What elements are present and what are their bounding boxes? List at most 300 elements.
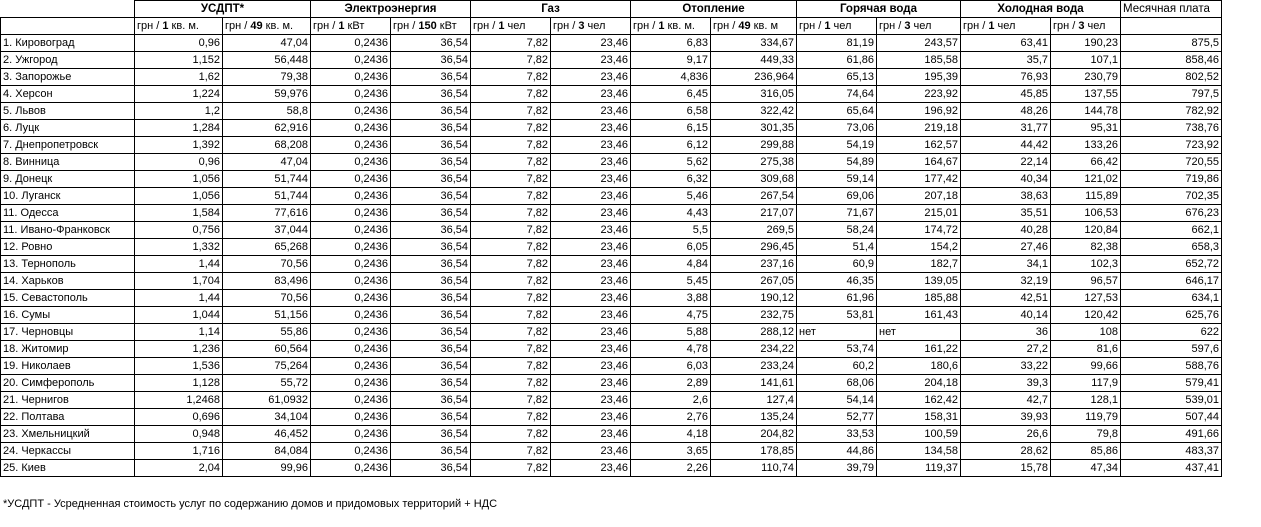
cell-monthly-payment: 483,37: [1121, 443, 1222, 460]
cell-monthly-payment: 646,17: [1121, 273, 1222, 290]
cell-cold-3: 66,42: [1051, 154, 1121, 171]
cell-hot-3: 177,42: [877, 171, 961, 188]
cell-usdpt-49: 75,264: [223, 358, 311, 375]
cell-gas-1: 7,82: [471, 375, 551, 392]
cell-gas-1: 7,82: [471, 52, 551, 69]
cell-cold-1: 42,7: [961, 392, 1051, 409]
cell-monthly-payment: 622: [1121, 324, 1222, 341]
cell-hot-1: 39,79: [797, 460, 877, 477]
cell-cold-1: 40,14: [961, 307, 1051, 324]
cell-gas-1: 7,82: [471, 154, 551, 171]
cell-heat-1: 5,62: [631, 154, 711, 171]
cell-usdpt-1: 1,704: [135, 273, 223, 290]
cell-hot-1: 60,9: [797, 256, 877, 273]
cell-cold-3: 102,3: [1051, 256, 1121, 273]
table-row: [1, 171, 1222, 188]
cell-gas-3: 23,46: [551, 290, 631, 307]
cell-usdpt-49: 55,86: [223, 324, 311, 341]
cell-gas-1: 7,82: [471, 103, 551, 120]
cell-elec-150: 36,54: [391, 205, 471, 222]
cell-hot-3: 161,43: [877, 307, 961, 324]
cell-city: 11. Ивано-Франковск: [1, 222, 135, 239]
cell-heat-1: 6,03: [631, 358, 711, 375]
cell-elec-1: 0,2436: [311, 392, 391, 409]
cell-heat-49: 275,38: [711, 154, 797, 171]
cell-monthly-payment: 437,41: [1121, 460, 1222, 477]
cell-hot-3: 174,72: [877, 222, 961, 239]
table-row: [1, 103, 1222, 120]
cell-city: 8. Винница: [1, 154, 135, 171]
cell-gas-3: 23,46: [551, 324, 631, 341]
unit-hot-3: грн / 3 чел: [877, 18, 961, 35]
cell-usdpt-49: 83,496: [223, 273, 311, 290]
cell-heat-1: 5,45: [631, 273, 711, 290]
cell-city: 12. Ровно: [1, 239, 135, 256]
cell-gas-3: 23,46: [551, 307, 631, 324]
cell-gas-1: 7,82: [471, 188, 551, 205]
cell-hot-1: 58,24: [797, 222, 877, 239]
cell-heat-49: 234,22: [711, 341, 797, 358]
cell-cold-1: 39,3: [961, 375, 1051, 392]
cell-heat-49: 236,964: [711, 69, 797, 86]
cell-cold-3: 137,55: [1051, 86, 1121, 103]
cell-heat-49: 217,07: [711, 205, 797, 222]
cell-cold-1: 44,42: [961, 137, 1051, 154]
cell-monthly-payment: 720,55: [1121, 154, 1222, 171]
cell-gas-3: 23,46: [551, 341, 631, 358]
cell-cold-1: 42,51: [961, 290, 1051, 307]
cell-gas-1: 7,82: [471, 443, 551, 460]
cell-gas-3: 23,46: [551, 392, 631, 409]
cell-monthly-payment: 702,35: [1121, 188, 1222, 205]
cell-cold-3: 127,53: [1051, 290, 1121, 307]
table-row: [1, 154, 1222, 171]
unit-usdpt-49: грн / 49 кв. м.: [223, 18, 311, 35]
cell-heat-49: 334,67: [711, 35, 797, 52]
cell-elec-1: 0,2436: [311, 341, 391, 358]
cell-hot-3: 185,58: [877, 52, 961, 69]
cell-heat-1: 6,83: [631, 35, 711, 52]
cell-heat-1: 4,836: [631, 69, 711, 86]
cell-heat-1: 6,12: [631, 137, 711, 154]
cell-gas-1: 7,82: [471, 171, 551, 188]
cell-heat-1: 6,58: [631, 103, 711, 120]
cell-monthly-payment: 782,92: [1121, 103, 1222, 120]
cell-elec-150: 36,54: [391, 188, 471, 205]
cell-usdpt-49: 59,976: [223, 86, 311, 103]
cell-hot-3: 164,67: [877, 154, 961, 171]
cell-city: 18. Житомир: [1, 341, 135, 358]
table-row: [1, 392, 1222, 409]
cell-usdpt-1: 0,96: [135, 154, 223, 171]
cell-cold-3: 106,53: [1051, 205, 1121, 222]
cell-city: 17. Черновцы: [1, 324, 135, 341]
cell-usdpt-49: 70,56: [223, 256, 311, 273]
cell-monthly-payment: 875,5: [1121, 35, 1222, 52]
cell-hot-3: 182,7: [877, 256, 961, 273]
cell-city: 22. Полтава: [1, 409, 135, 426]
cell-heat-49: 204,82: [711, 426, 797, 443]
cell-gas-3: 23,46: [551, 273, 631, 290]
cell-hot-1: 68,06: [797, 375, 877, 392]
cell-gas-1: 7,82: [471, 239, 551, 256]
cell-usdpt-1: 0,948: [135, 426, 223, 443]
cell-hot-1: 73,06: [797, 120, 877, 137]
cell-elec-1: 0,2436: [311, 358, 391, 375]
cell-monthly-payment: 625,76: [1121, 307, 1222, 324]
cell-usdpt-49: 51,156: [223, 307, 311, 324]
cell-monthly-payment: 723,92: [1121, 137, 1222, 154]
cell-gas-3: 23,46: [551, 409, 631, 426]
table-row: [1, 341, 1222, 358]
cell-hot-3: 185,88: [877, 290, 961, 307]
cell-hot-1: 65,64: [797, 103, 877, 120]
cell-cold-1: 27,2: [961, 341, 1051, 358]
cell-monthly-payment: 507,44: [1121, 409, 1222, 426]
cell-cold-1: 38,63: [961, 188, 1051, 205]
cell-usdpt-49: 84,084: [223, 443, 311, 460]
cell-elec-150: 36,54: [391, 341, 471, 358]
cell-elec-1: 0,2436: [311, 137, 391, 154]
cell-gas-1: 7,82: [471, 137, 551, 154]
cell-elec-1: 0,2436: [311, 426, 391, 443]
cell-cold-1: 15,78: [961, 460, 1051, 477]
cell-cold-1: 39,93: [961, 409, 1051, 426]
cell-cold-1: 32,19: [961, 273, 1051, 290]
unit-gas-3: грн / 3 чел: [551, 18, 631, 35]
corner-cell: [1, 1, 135, 18]
cell-hot-1: 61,86: [797, 52, 877, 69]
table-row: [1, 86, 1222, 103]
cell-cold-3: 120,84: [1051, 222, 1121, 239]
cell-cold-3: 95,31: [1051, 120, 1121, 137]
cell-heat-1: 2,26: [631, 460, 711, 477]
unit-gas-1: грн / 1 чел: [471, 18, 551, 35]
cell-city: 23. Хмельницкий: [1, 426, 135, 443]
header-monthly-payment: Месячная плата: [1121, 1, 1222, 18]
cell-monthly-payment: 588,76: [1121, 358, 1222, 375]
cell-usdpt-49: 60,564: [223, 341, 311, 358]
cell-elec-1: 0,2436: [311, 290, 391, 307]
table-row: [1, 290, 1222, 307]
cell-cold-1: 27,46: [961, 239, 1051, 256]
cell-elec-150: 36,54: [391, 171, 471, 188]
cell-hot-3: 207,18: [877, 188, 961, 205]
cell-hot-1: 51,4: [797, 239, 877, 256]
cell-usdpt-49: 46,452: [223, 426, 311, 443]
unit-hot-1: грн / 1 чел: [797, 18, 877, 35]
cell-cold-1: 40,28: [961, 222, 1051, 239]
cell-elec-1: 0,2436: [311, 443, 391, 460]
cell-elec-150: 36,54: [391, 426, 471, 443]
cell-monthly-payment: 539,01: [1121, 392, 1222, 409]
cell-usdpt-1: 1,332: [135, 239, 223, 256]
table-row: [1, 460, 1222, 477]
cell-usdpt-1: 0,756: [135, 222, 223, 239]
cell-heat-1: 4,18: [631, 426, 711, 443]
cell-city: 15. Севастополь: [1, 290, 135, 307]
cell-heat-1: 4,75: [631, 307, 711, 324]
cell-elec-150: 36,54: [391, 239, 471, 256]
cell-hot-3: нет: [877, 324, 961, 341]
cell-heat-1: 5,88: [631, 324, 711, 341]
unit-heat-49: грн / 49 кв. м: [711, 18, 797, 35]
cell-heat-49: 237,16: [711, 256, 797, 273]
cell-gas-1: 7,82: [471, 426, 551, 443]
cell-hot-1: 44,86: [797, 443, 877, 460]
cell-elec-150: 36,54: [391, 273, 471, 290]
cell-elec-1: 0,2436: [311, 256, 391, 273]
cell-monthly-payment: 579,41: [1121, 375, 1222, 392]
cell-elec-150: 36,54: [391, 460, 471, 477]
cell-hot-3: 204,18: [877, 375, 961, 392]
cell-elec-150: 36,54: [391, 120, 471, 137]
group-header-row: [1, 1, 1222, 18]
cell-hot-1: 52,77: [797, 409, 877, 426]
cell-heat-1: 6,05: [631, 239, 711, 256]
cell-city: 6. Луцк: [1, 120, 135, 137]
cell-elec-150: 36,54: [391, 324, 471, 341]
cell-monthly-payment: 802,52: [1121, 69, 1222, 86]
cell-heat-1: 2,76: [631, 409, 711, 426]
cell-heat-49: 316,05: [711, 86, 797, 103]
cell-city: 3. Запорожье: [1, 69, 135, 86]
cell-usdpt-1: 1,716: [135, 443, 223, 460]
cell-elec-1: 0,2436: [311, 460, 391, 477]
cell-gas-3: 23,46: [551, 86, 631, 103]
cell-cold-3: 96,57: [1051, 273, 1121, 290]
cell-heat-1: 5,46: [631, 188, 711, 205]
cell-elec-150: 36,54: [391, 392, 471, 409]
cell-hot-3: 223,92: [877, 86, 961, 103]
cell-usdpt-1: 1,056: [135, 188, 223, 205]
unit-cold-3: грн / 3 чел: [1051, 18, 1121, 35]
table-row: [1, 222, 1222, 239]
cell-gas-3: 23,46: [551, 188, 631, 205]
cell-elec-150: 36,54: [391, 443, 471, 460]
unit-usdpt-1: грн / 1 кв. м.: [135, 18, 223, 35]
cell-gas-3: 23,46: [551, 222, 631, 239]
cell-usdpt-1: 1,128: [135, 375, 223, 392]
cell-usdpt-49: 61,0932: [223, 392, 311, 409]
cell-elec-1: 0,2436: [311, 120, 391, 137]
cell-gas-1: 7,82: [471, 307, 551, 324]
cell-hot-1: 60,2: [797, 358, 877, 375]
cell-city: 1. Кировоград: [1, 35, 135, 52]
cell-usdpt-1: 1,2: [135, 103, 223, 120]
cell-usdpt-1: 1,044: [135, 307, 223, 324]
cell-hot-1: 65,13: [797, 69, 877, 86]
cell-gas-3: 23,46: [551, 103, 631, 120]
cell-gas-3: 23,46: [551, 460, 631, 477]
header-cold-water: Холодная вода: [961, 1, 1121, 18]
unit-header-row: [1, 18, 1222, 35]
cell-usdpt-49: 58,8: [223, 103, 311, 120]
cell-gas-1: 7,82: [471, 460, 551, 477]
cell-city: 19. Николаев: [1, 358, 135, 375]
cell-usdpt-49: 79,38: [223, 69, 311, 86]
cell-heat-49: 190,12: [711, 290, 797, 307]
cell-usdpt-49: 62,916: [223, 120, 311, 137]
cell-gas-1: 7,82: [471, 256, 551, 273]
cell-monthly-payment: 491,66: [1121, 426, 1222, 443]
cell-hot-3: 195,39: [877, 69, 961, 86]
table-row: [1, 324, 1222, 341]
cell-elec-1: 0,2436: [311, 307, 391, 324]
cell-city: 13. Тернополь: [1, 256, 135, 273]
cell-city: 11. Одесса: [1, 205, 135, 222]
cell-city: 2. Ужгород: [1, 52, 135, 69]
cell-usdpt-1: 1,584: [135, 205, 223, 222]
table-row: [1, 307, 1222, 324]
cell-heat-49: 267,05: [711, 273, 797, 290]
cell-usdpt-1: 1,392: [135, 137, 223, 154]
cell-hot-3: 196,92: [877, 103, 961, 120]
cell-elec-1: 0,2436: [311, 86, 391, 103]
cell-usdpt-49: 47,04: [223, 154, 311, 171]
cell-heat-1: 4,84: [631, 256, 711, 273]
cell-heat-49: 127,4: [711, 392, 797, 409]
cell-cold-1: 26,6: [961, 426, 1051, 443]
cell-heat-49: 309,68: [711, 171, 797, 188]
cell-elec-150: 36,54: [391, 222, 471, 239]
cell-heat-49: 449,33: [711, 52, 797, 69]
cell-heat-1: 6,45: [631, 86, 711, 103]
cell-cold-1: 48,26: [961, 103, 1051, 120]
cell-cold-3: 81,6: [1051, 341, 1121, 358]
cell-heat-49: 233,24: [711, 358, 797, 375]
cell-usdpt-1: 1,236: [135, 341, 223, 358]
cell-elec-1: 0,2436: [311, 154, 391, 171]
cell-usdpt-1: 1,2468: [135, 392, 223, 409]
table-row: [1, 426, 1222, 443]
cell-heat-49: 301,35: [711, 120, 797, 137]
cell-heat-1: 3,65: [631, 443, 711, 460]
cell-hot-1: 54,14: [797, 392, 877, 409]
cell-city: 21. Чернигов: [1, 392, 135, 409]
cell-heat-1: 2,89: [631, 375, 711, 392]
cell-usdpt-1: 1,056: [135, 171, 223, 188]
cell-hot-3: 119,37: [877, 460, 961, 477]
cell-elec-150: 36,54: [391, 137, 471, 154]
cell-gas-1: 7,82: [471, 341, 551, 358]
cell-city: 4. Херсон: [1, 86, 135, 103]
cell-cold-1: 22,14: [961, 154, 1051, 171]
cell-usdpt-49: 37,044: [223, 222, 311, 239]
cell-hot-1: 46,35: [797, 273, 877, 290]
cell-cold-1: 35,7: [961, 52, 1051, 69]
cell-hot-1: нет: [797, 324, 877, 341]
cell-cold-1: 36: [961, 324, 1051, 341]
cell-gas-1: 7,82: [471, 120, 551, 137]
cell-city: 20. Симферополь: [1, 375, 135, 392]
cell-heat-49: 232,75: [711, 307, 797, 324]
cell-monthly-payment: 597,6: [1121, 341, 1222, 358]
cell-heat-49: 269,5: [711, 222, 797, 239]
table-body: [1, 35, 1222, 477]
cell-hot-3: 162,42: [877, 392, 961, 409]
cell-gas-3: 23,46: [551, 375, 631, 392]
cell-city: 14. Харьков: [1, 273, 135, 290]
cell-usdpt-1: 0,96: [135, 35, 223, 52]
table-row: [1, 375, 1222, 392]
cell-elec-1: 0,2436: [311, 222, 391, 239]
unit-heat-1: грн / 1 кв. м.: [631, 18, 711, 35]
unit-elec-150: грн / 150 кВт: [391, 18, 471, 35]
cell-gas-1: 7,82: [471, 69, 551, 86]
cell-usdpt-49: 55,72: [223, 375, 311, 392]
cell-monthly-payment: 738,76: [1121, 120, 1222, 137]
cell-cold-3: 119,79: [1051, 409, 1121, 426]
cell-gas-1: 7,82: [471, 409, 551, 426]
cell-usdpt-49: 65,268: [223, 239, 311, 256]
cell-heat-1: 6,15: [631, 120, 711, 137]
cell-hot-1: 71,67: [797, 205, 877, 222]
cell-heat-49: 178,85: [711, 443, 797, 460]
unit-elec-1: грн / 1 кВт: [311, 18, 391, 35]
cell-monthly-payment: 719,86: [1121, 171, 1222, 188]
cell-hot-3: 134,58: [877, 443, 961, 460]
table-row: [1, 52, 1222, 69]
cell-elec-150: 36,54: [391, 86, 471, 103]
cell-elec-1: 0,2436: [311, 188, 391, 205]
cell-usdpt-1: 1,44: [135, 256, 223, 273]
cell-elec-150: 36,54: [391, 69, 471, 86]
cell-gas-3: 23,46: [551, 120, 631, 137]
cell-cold-3: 128,1: [1051, 392, 1121, 409]
cell-heat-1: 6,32: [631, 171, 711, 188]
cell-hot-1: 69,06: [797, 188, 877, 205]
cell-elec-1: 0,2436: [311, 375, 391, 392]
header-electricity: Электроэнергия: [311, 1, 471, 18]
cell-hot-3: 215,01: [877, 205, 961, 222]
table-row: [1, 137, 1222, 154]
cell-cold-1: 76,93: [961, 69, 1051, 86]
cell-monthly-payment: 652,72: [1121, 256, 1222, 273]
cell-hot-1: 53,74: [797, 341, 877, 358]
cell-hot-3: 243,57: [877, 35, 961, 52]
cell-cold-3: 82,38: [1051, 239, 1121, 256]
cell-gas-3: 23,46: [551, 358, 631, 375]
cell-usdpt-1: 1,152: [135, 52, 223, 69]
cell-monthly-payment: 676,23: [1121, 205, 1222, 222]
cell-cold-3: 115,89: [1051, 188, 1121, 205]
cell-elec-1: 0,2436: [311, 324, 391, 341]
cell-hot-3: 162,57: [877, 137, 961, 154]
cell-hot-1: 81,19: [797, 35, 877, 52]
cell-usdpt-1: 2,04: [135, 460, 223, 477]
cell-cold-1: 28,62: [961, 443, 1051, 460]
cell-city: 16. Сумы: [1, 307, 135, 324]
cell-elec-150: 36,54: [391, 103, 471, 120]
cell-elec-150: 36,54: [391, 256, 471, 273]
cell-hot-3: 100,59: [877, 426, 961, 443]
cell-gas-1: 7,82: [471, 324, 551, 341]
cell-gas-3: 23,46: [551, 171, 631, 188]
cell-gas-1: 7,82: [471, 205, 551, 222]
cell-gas-3: 23,46: [551, 69, 631, 86]
cell-cold-3: 117,9: [1051, 375, 1121, 392]
cell-hot-3: 158,31: [877, 409, 961, 426]
header-gas: Газ: [471, 1, 631, 18]
cell-gas-3: 23,46: [551, 239, 631, 256]
table-row: [1, 35, 1222, 52]
table-row: [1, 273, 1222, 290]
cell-heat-1: 9,17: [631, 52, 711, 69]
cell-hot-1: 53,81: [797, 307, 877, 324]
cell-hot-3: 139,05: [877, 273, 961, 290]
cell-hot-1: 54,89: [797, 154, 877, 171]
